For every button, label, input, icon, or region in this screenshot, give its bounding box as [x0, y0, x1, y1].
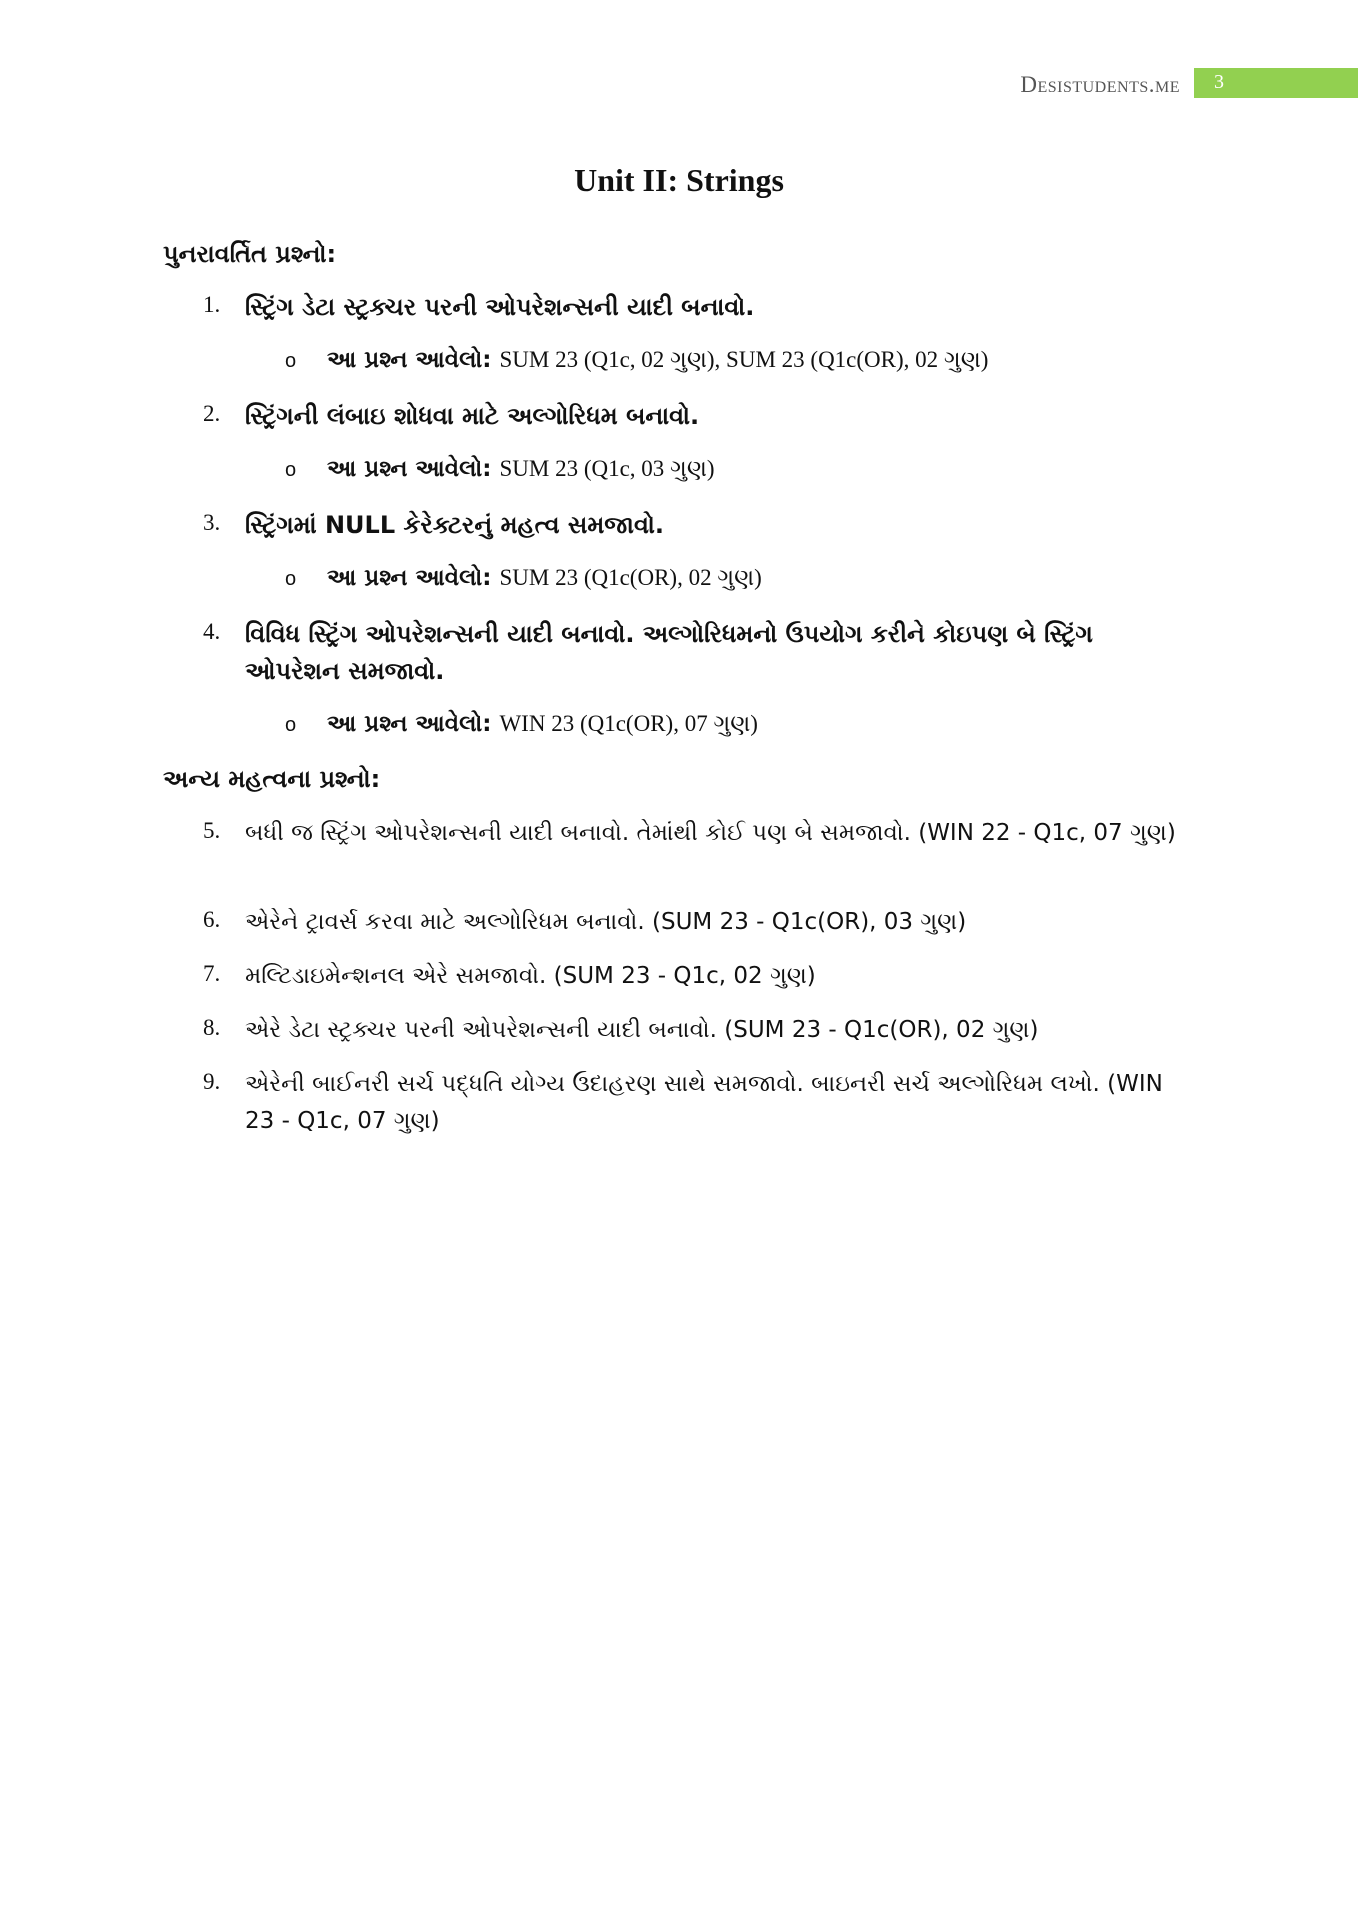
question-item: [203, 815, 1183, 852]
appeared-label: આ પ્રશ્ન આવેલો:: [327, 565, 492, 591]
question-number: 1.: [203, 292, 221, 317]
question-number: 5.: [203, 818, 221, 843]
unit-title: Unit II: Strings: [574, 162, 784, 198]
page-number: 3: [1194, 68, 1358, 98]
appeared-label: આ પ્રશ્ન આવેલો:: [327, 456, 492, 482]
question-item: [203, 398, 1183, 435]
question-number: 6.: [203, 907, 221, 932]
bullet-icon: o: [285, 459, 297, 481]
bullet-icon: o: [285, 714, 297, 736]
question-item: [203, 904, 1183, 941]
site-name: Desistudents.me: [1020, 72, 1180, 97]
question-appeared: [285, 347, 988, 373]
appeared-value: SUM 23 (Q1c(OR), 02 ગુણ): [499, 565, 762, 590]
question-item: [203, 616, 1183, 690]
question-number: 7.: [203, 961, 221, 986]
question-item: [203, 507, 1183, 544]
page-header: [1020, 68, 1358, 98]
question-text: એરેને ટ્રાવર્સ કરવા માટે અલ્ગોરિધમ બનાવો. (SUM 23 - Q1c(OR), 03 ગુણ): [245, 909, 967, 935]
question-appeared: [285, 565, 762, 591]
question-text: એરેની બાઈનરી સર્ચ પદ્ધતિ યોગ્ય ઉદાહરણ સાથે સમજાવો. બાઇનરી સર્ચ અલ્ગોરિધમ લખો. (WIN 23 - Q1c, 07 ગુણ): [245, 1071, 1163, 1134]
question-number: 4.: [203, 619, 221, 644]
question-text: મલ્ટિડાઇમેન્શનલ એરે સમજાવો. (SUM 23 - Q1c, 02 ગુણ): [245, 963, 816, 989]
question-text: વિવિધ સ્ટ્રિંગ ઓપરેશન્સની યાદી બનાવો. અલ્ગોરિધમનો ઉપયોગ કરીને કોઇપણ બે સ્ટ્રિંગ ઓપરેશન સમજાવો.: [245, 620, 1093, 685]
appeared-value: SUM 23 (Q1c, 02 ગુણ), SUM 23 (Q1c(OR), 02 ગુણ): [499, 347, 989, 372]
question-text: સ્ટ્રિંગમાં NULL કેરેક્ટરનું મહત્વ સમજાવો.: [245, 511, 665, 539]
appeared-label: આ પ્રશ્ન આવેલો:: [327, 347, 492, 373]
appeared-value: WIN 23 (Q1c(OR), 07 ગુણ): [499, 711, 758, 736]
bullet-icon: o: [285, 568, 297, 590]
repeated-questions-heading: પુનરાવર્તિત પ્રશ્નો:: [163, 240, 337, 268]
question-item: [203, 289, 1183, 326]
appeared-label: આ પ્રશ્ન આવેલો:: [327, 711, 492, 737]
question-text: બધી જ સ્ટ્રિંગ ઓપરેશન્સની યાદી બનાવો. તેમાંથી કોઈ પણ બે સમજાવો. (WIN 22 - Q1c, 07 ગુણ): [245, 820, 1176, 846]
question-number: 2.: [203, 401, 221, 426]
appeared-value: SUM 23 (Q1c, 03 ગુણ): [499, 456, 715, 481]
question-appeared: [285, 711, 758, 737]
question-item: [203, 1066, 1183, 1140]
other-questions-heading: અન્ય મહત્વના પ્રશ્નો:: [163, 765, 381, 793]
question-number: 3.: [203, 510, 221, 535]
question-text: એરે ડેટા સ્ટ્રક્ચર પરની ઓપરેશન્સની યાદી બનાવો. (SUM 23 - Q1c(OR), 02 ગુણ): [245, 1017, 1039, 1043]
question-appeared: [285, 456, 715, 482]
question-item: [203, 1012, 1183, 1049]
question-number: 9.: [203, 1069, 221, 1094]
question-item: [203, 958, 1183, 995]
question-number: 8.: [203, 1015, 221, 1040]
question-text: સ્ટ્રિંગની લંબાઇ શોધવા માટે અલ્ગોરિધમ બનાવો.: [245, 402, 700, 430]
question-text: સ્ટ્રિંગ ડેટા સ્ટ્રક્ચર પરની ઓપરેશન્સની યાદી બનાવો.: [245, 293, 755, 321]
bullet-icon: o: [285, 350, 297, 372]
